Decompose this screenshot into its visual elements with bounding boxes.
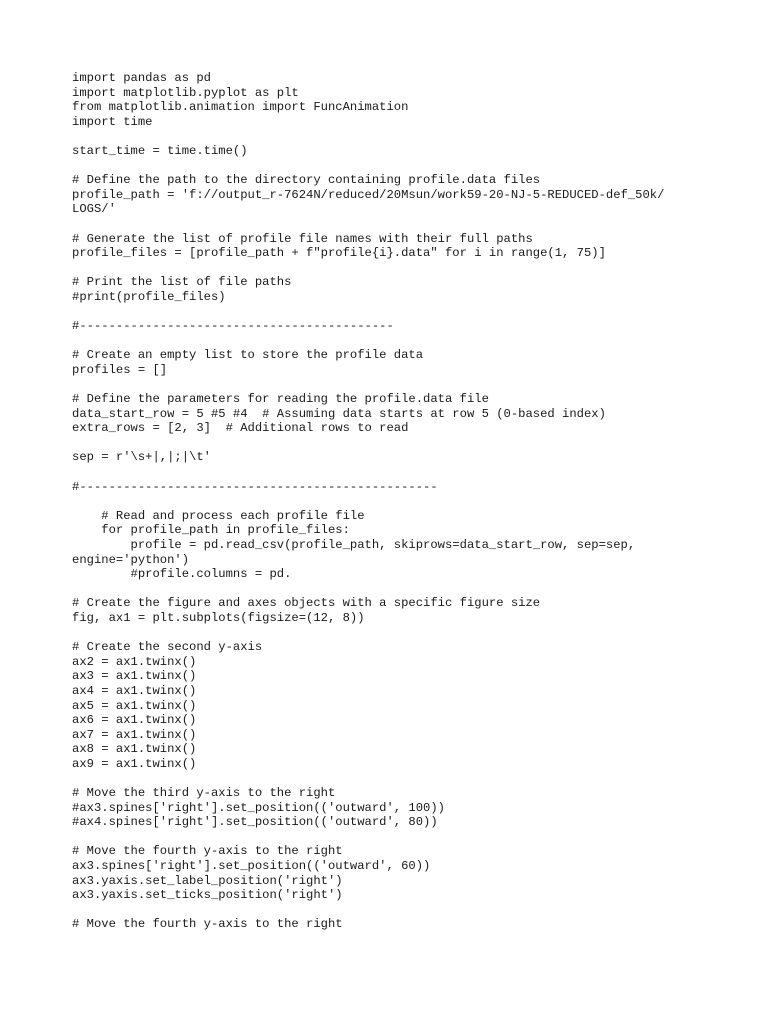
code-line: #print(profile_files): [72, 289, 226, 304]
code-line: [72, 830, 732, 845]
code-line: #-------------------------------------------: [72, 319, 394, 334]
code-line: fig, ax1 = plt.subplots(figsize=(12, 8)): [72, 610, 365, 625]
code-line: ax5 = ax1.twinx(): [72, 698, 197, 713]
code-line: ax7 = ax1.twinx(): [72, 727, 197, 742]
code-line: # Generate the list of profile file names with their full paths: [72, 231, 533, 246]
code-line: engine='python'): [72, 552, 190, 567]
code-line: import time: [72, 114, 153, 129]
code-line: # Define the path to the directory containing profile.data files: [72, 173, 541, 188]
code-line: [72, 305, 732, 320]
code-line: import matplotlib.pyplot as plt: [72, 85, 299, 100]
code-line: [72, 626, 732, 641]
code-line: [72, 903, 732, 918]
code-line: # Move the third y-axis to the right: [72, 786, 336, 801]
code-line: #profile.columns = pd.: [72, 567, 292, 582]
code-line: #ax4.spines['right'].set_position(('outward', 80)): [72, 815, 438, 830]
code-line: [72, 261, 732, 276]
code-block: [72, 71, 732, 932]
code-line: # Print the list of file paths: [72, 275, 292, 290]
code-line: profile_path = 'f://output_r-7624N/reduced/20Msun/work59-20-NJ-5-REDUCED-def_50k/: [72, 187, 665, 202]
code-line: from matplotlib.animation import FuncAnimation: [72, 100, 409, 115]
code-line: [72, 377, 732, 392]
code-line: data_start_row = 5 #5 #4 # Assuming data starts at row 5 (0-based index): [72, 406, 606, 421]
code-line: ax2 = ax1.twinx(): [72, 654, 197, 669]
code-line: profile_files = [profile_path + f"profile{i}.data" for i in range(1, 75)]: [72, 246, 606, 261]
code-line: [72, 334, 732, 349]
code-line: ax3.yaxis.set_ticks_position('right'): [72, 888, 343, 903]
code-line: import pandas as pd: [72, 71, 211, 85]
code-line: extra_rows = [2, 3] # Additional rows to read: [72, 421, 409, 436]
code-line: [72, 772, 732, 787]
code-line: [72, 436, 732, 451]
code-line: # Create the figure and axes objects with a specific figure size: [72, 596, 541, 611]
code-line: sep = r'\s+|,|;|\t': [72, 450, 211, 465]
code-line: # Read and process each profile file: [72, 508, 365, 523]
code-line: ax6 = ax1.twinx(): [72, 713, 197, 728]
code-line: profiles = []: [72, 362, 168, 377]
code-line: for profile_path in profile_files:: [72, 523, 350, 538]
code-line: ax8 = ax1.twinx(): [72, 742, 197, 757]
code-line: # Create the second y-axis: [72, 640, 263, 655]
code-line: # Define the parameters for reading the profile.data file: [72, 392, 489, 407]
code-line: # Move the fourth y-axis to the right: [72, 844, 343, 859]
code-line: # Create an empty list to store the profile data: [72, 348, 424, 363]
code-line: [72, 129, 732, 144]
code-line: [72, 465, 732, 480]
code-line: start_time = time.time(): [72, 143, 248, 158]
code-line: ax3 = ax1.twinx(): [72, 669, 197, 684]
code-line: #-------------------------------------------------: [72, 479, 438, 494]
code-line: ax3.yaxis.set_label_position('right'): [72, 873, 343, 888]
code-line: LOGS/': [72, 202, 116, 217]
code-line: # Move the fourth y-axis to the right: [72, 917, 343, 932]
code-line: ax4 = ax1.twinx(): [72, 683, 197, 698]
code-line: [72, 217, 732, 232]
code-line: [72, 582, 732, 597]
code-line: [72, 494, 732, 509]
code-line: [72, 159, 732, 174]
code-line: profile = pd.read_csv(profile_path, skiprows=data_start_row, sep=sep,: [72, 538, 636, 552]
code-line: #ax3.spines['right'].set_position(('outward', 100)): [72, 800, 445, 815]
code-line: ax3.spines['right'].set_position(('outward', 60)): [72, 859, 431, 874]
code-line: ax9 = ax1.twinx(): [72, 756, 197, 771]
